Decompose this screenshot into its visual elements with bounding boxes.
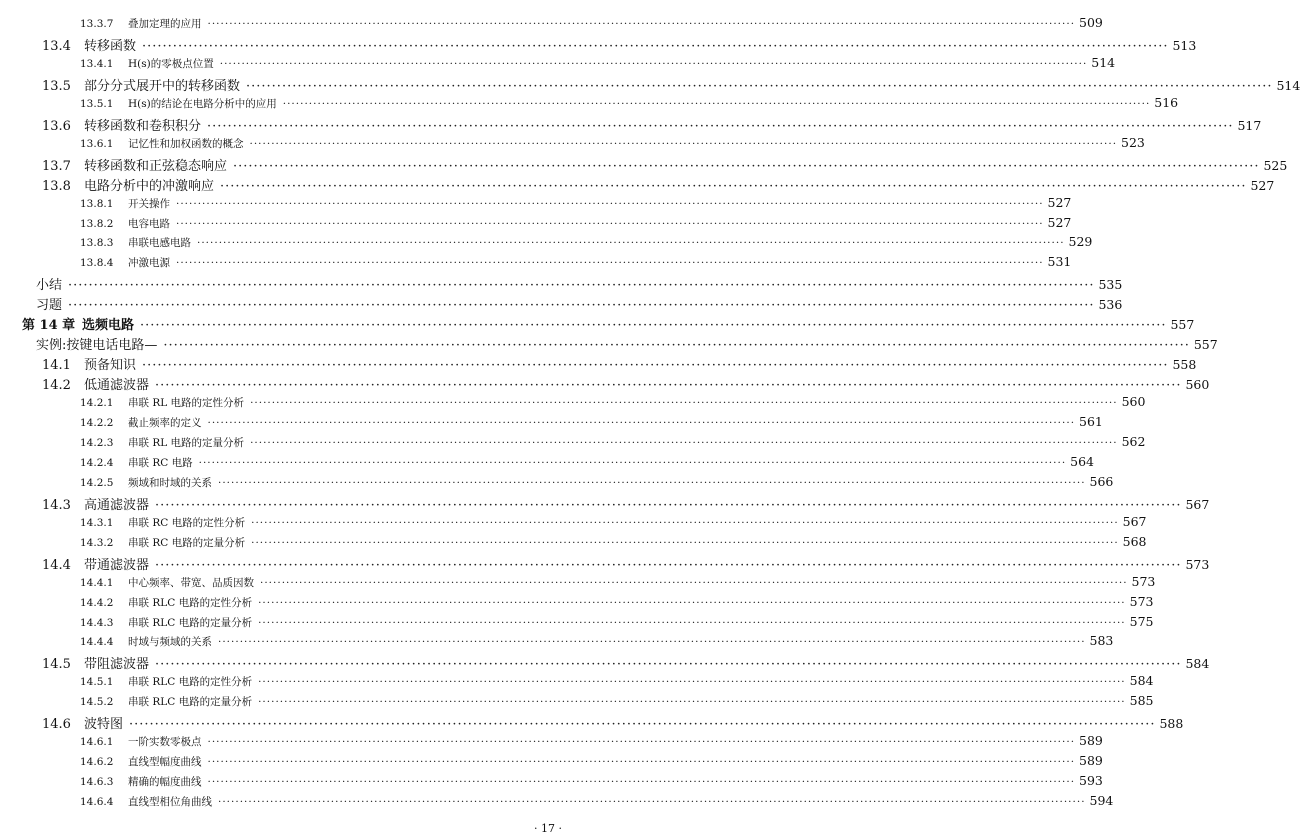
toc-section-number: 13.3.7 [80, 18, 114, 30]
toc-entry [80, 15, 1103, 31]
toc-page-number: 575 [1129, 613, 1154, 629]
toc-page-number: 589 [1079, 733, 1103, 749]
toc-entry [80, 414, 1103, 430]
toc-leader-dots: ········································································································································································································ [142, 358, 1169, 374]
toc-leader-dots: ········································································································································································································ [251, 516, 1119, 529]
toc-page-number: 513 [1172, 37, 1197, 53]
toc-page-number: 583 [1089, 633, 1114, 649]
toc-title: 转移函数和卷积积分 [84, 118, 202, 134]
toc-section-number: 13.4 [42, 38, 71, 54]
toc-page-number: 567 [1122, 513, 1147, 529]
toc-entry [80, 394, 1146, 410]
toc-title: 叠加定理的应用 [128, 18, 202, 30]
toc-entry [36, 334, 1218, 354]
page-number-footer: · 17 · [534, 822, 562, 835]
toc-page-number: 536 [1098, 297, 1123, 313]
toc-leader-dots: ········································································································································································································ [207, 18, 1076, 30]
toc-entry [80, 194, 1072, 211]
toc-title: 串联 RC 电路的定量分析 [128, 536, 246, 549]
toc-section-number: 13.8.3 [80, 237, 114, 250]
toc-leader-dots: ········································································································································································································ [249, 137, 1118, 150]
toc-entry [80, 54, 1116, 71]
toc-entry [80, 134, 1145, 151]
toc-page-number: 566 [1089, 473, 1114, 489]
toc-leader-dots: ········································································································································································································ [176, 217, 1044, 230]
toc-entry [22, 314, 1195, 334]
toc-page-number: 523 [1121, 134, 1145, 150]
toc-page-number: 562 [1121, 433, 1146, 449]
toc-leader-dots: ········································································································································································································ [246, 78, 1273, 94]
toc-leader-dots: ········································································································································································································ [176, 197, 1044, 210]
toc-section-number: 13.5 [42, 78, 71, 94]
toc-page-number: 535 [1098, 277, 1123, 293]
toc-entry [42, 175, 1275, 194]
toc-entry [42, 494, 1210, 513]
toc-entry [42, 554, 1210, 573]
toc-page-number: 588 [1159, 716, 1184, 732]
toc-section-number: 14.6.1 [80, 736, 114, 749]
toc-entry [80, 593, 1154, 610]
toc-section-number: 第 14 章 [22, 318, 76, 334]
toc-section-number: 13.8 [42, 178, 71, 194]
toc-entry [80, 753, 1103, 769]
toc-section-number: 13.4.1 [80, 57, 114, 70]
toc-section-number: 14.2.1 [80, 397, 114, 410]
toc-entry [80, 793, 1114, 809]
toc-leader-dots: ········································································································································································································ [219, 57, 1088, 70]
toc-section-number: 14.6.2 [80, 756, 114, 769]
toc-leader-dots: ········································································································································································································ [233, 158, 1260, 174]
toc-page-number: 525 [1263, 157, 1288, 173]
toc-entry [42, 713, 1184, 733]
toc-page-number: 568 [1122, 533, 1147, 549]
toc-leader-dots: ········································································································································································································ [207, 736, 1076, 749]
toc-entry [36, 274, 1123, 294]
toc-page-number: 594 [1089, 793, 1114, 809]
toc-title: 电容电路 [128, 217, 170, 230]
toc-leader-dots: ········································································································································································································ [155, 497, 1182, 513]
toc-entry [80, 433, 1146, 450]
toc-leader-dots: ········································································································································································································ [260, 576, 1128, 589]
toc-title: 中心频率、带宽、品质因数 [128, 576, 254, 589]
toc-section-number: 14.2.3 [80, 436, 114, 449]
toc-entry [42, 115, 1262, 134]
toc-title: 串联 RL 电路的定性分析 [128, 397, 245, 410]
toc-title: 精确的幅度曲线 [128, 776, 202, 789]
toc-section-number: 13.8.2 [80, 217, 114, 230]
toc-leader-dots: ········································································································································································································ [140, 318, 1167, 334]
toc-leader-dots: ········································································································································································································ [163, 338, 1190, 354]
toc-entry [80, 214, 1072, 231]
toc-leader-dots: ········································································································································································································ [218, 476, 1086, 489]
toc-entry [80, 254, 1072, 270]
toc-title: 转移函数和正弦稳态响应 [84, 158, 228, 174]
toc-title: 高通滤波器 [84, 497, 150, 513]
toc-section-number: 14.2 [42, 378, 71, 394]
toc-section-number: 14.5.2 [80, 696, 114, 709]
toc-title: 串联 RLC 电路的定量分析 [128, 696, 253, 709]
toc-title: 冲激电源 [128, 257, 170, 270]
toc-section-number: 14.2.2 [80, 417, 114, 429]
toc-entry [80, 453, 1095, 470]
toc-section-number: 14.4.4 [80, 636, 114, 649]
toc-leader-dots: ········································································································································································································ [220, 178, 1247, 194]
toc-page-number: 585 [1129, 693, 1154, 709]
toc-leader-dots: ········································································································································································································ [207, 756, 1076, 769]
toc-entry [80, 234, 1093, 250]
toc-section-number: 13.8.4 [80, 257, 114, 270]
toc-section-number: 13.5.1 [80, 97, 114, 110]
toc-title: 串联 RLC 电路的定性分析 [128, 596, 253, 609]
toc-section-number: 14.4.1 [80, 576, 114, 589]
toc-page-number: 593 [1079, 773, 1103, 789]
toc-leader-dots: ········································································································································································································ [250, 397, 1118, 410]
toc-section-number: 14.2.4 [80, 456, 114, 469]
toc-page-number: 557 [1193, 337, 1218, 353]
toc-leader-dots: ········································································································································································································ [198, 456, 1067, 469]
toc-page-number: 573 [1131, 573, 1156, 589]
toc-leader-dots: ········································································································································································································ [250, 436, 1118, 449]
toc-title: 频域和时域的关系 [128, 476, 212, 489]
toc-section-number: 13.6 [42, 118, 71, 134]
toc-leader-dots: ········································································································································································································ [258, 696, 1126, 709]
toc-section-number: 14.6 [42, 717, 71, 733]
toc-page-number: 517 [1237, 117, 1262, 133]
toc-entry [42, 155, 1288, 174]
toc-title: 部分分式展开中的转移函数 [84, 78, 241, 94]
toc-entry [80, 473, 1114, 490]
toc-leader-dots: ········································································································································································································ [68, 278, 1095, 294]
toc-entry [80, 673, 1154, 689]
toc-title: 实例:按键电话电路— [36, 338, 158, 354]
toc-entry [42, 75, 1300, 94]
toc-title: 串联 RL 电路的定量分析 [128, 436, 245, 449]
toc-section-number: 14.3.1 [80, 516, 114, 529]
toc-title: 直线型相位角曲线 [128, 796, 212, 809]
toc-entry [42, 374, 1210, 394]
toc-page-number: 516 [1154, 94, 1179, 110]
toc-entry [80, 693, 1154, 709]
toc-leader-dots: ········································································································································································································ [129, 717, 1156, 733]
toc-title: 直线型幅度曲线 [128, 756, 202, 769]
toc-title: 电路分析中的冲激响应 [84, 178, 215, 194]
toc-leader-dots: ········································································································································································································ [251, 536, 1119, 549]
toc-page-number: 560 [1121, 394, 1146, 410]
toc-leader-dots: ········································································································································································································ [218, 796, 1086, 809]
toc-title: H(s)的结论在电路分析中的应用 [128, 97, 277, 110]
toc-entry [80, 773, 1103, 789]
toc-entry [80, 633, 1114, 649]
toc-title: 习题 [36, 298, 63, 314]
toc-leader-dots: ········································································································································································································ [207, 118, 1234, 134]
toc-title: 串联 RC 电路的定性分析 [128, 516, 246, 529]
toc-section-number: 13.6.1 [80, 137, 114, 150]
toc-section-number: 14.1 [42, 358, 71, 374]
toc-page-number: 557 [1170, 317, 1195, 333]
toc-leader-dots: ········································································································································································································ [155, 557, 1182, 573]
toc-title: 带通滤波器 [84, 557, 150, 573]
toc-section-number: 14.4.3 [80, 616, 114, 629]
toc-page-number: 573 [1129, 593, 1154, 609]
toc-title: 开关操作 [128, 197, 170, 210]
toc-page-number: 584 [1185, 656, 1210, 672]
toc-leader-dots: ········································································································································································································ [218, 636, 1086, 649]
toc-leader-dots: ········································································································································································································ [155, 657, 1182, 673]
toc-section-number: 14.5.1 [80, 676, 114, 689]
toc-entry [80, 513, 1147, 530]
toc-page-number: 514 [1276, 77, 1300, 93]
toc-title: 低通滤波器 [84, 378, 150, 394]
toc-leader-dots: ········································································································································································································ [258, 596, 1126, 609]
toc-section-number: 14.2.5 [80, 476, 114, 489]
toc-entry [80, 613, 1154, 630]
toc-entry [80, 573, 1156, 590]
toc-title: 串联 RC 电路 [128, 456, 193, 469]
toc-entry [80, 533, 1147, 550]
toc-leader-dots: ········································································································································································································ [282, 97, 1151, 110]
toc-title: 一阶实数零极点 [128, 736, 202, 749]
toc-page-number: 529 [1068, 234, 1093, 250]
toc-entry [36, 294, 1123, 314]
toc-page-number: 573 [1185, 556, 1210, 572]
toc-leader-dots: ········································································································································································································ [207, 776, 1076, 789]
toc-leader-dots: ········································································································································································································ [258, 616, 1126, 629]
toc-page-number: 589 [1079, 753, 1103, 769]
toc-title: 串联电感电路 [128, 237, 191, 250]
toc-leader-dots: ········································································································································································································ [258, 676, 1126, 689]
toc-leader-dots: ········································································································································································································ [155, 378, 1182, 394]
toc-page-number: 527 [1250, 177, 1275, 193]
toc-page-number: 509 [1079, 15, 1103, 30]
toc-entry [42, 35, 1197, 54]
toc-leader-dots: ········································································································································································································ [176, 257, 1044, 270]
toc-page-number: 531 [1047, 254, 1072, 270]
toc-section-number: 13.7 [42, 158, 71, 174]
toc-section-number: 14.4 [42, 557, 71, 573]
toc-entry [80, 94, 1179, 111]
toc-section-number: 14.3.2 [80, 536, 114, 549]
toc-page-number: 560 [1185, 377, 1210, 393]
toc-section-number: 14.3 [42, 497, 71, 513]
toc-title: 小结 [36, 278, 63, 294]
toc-title: 时域与频域的关系 [128, 636, 212, 649]
toc-section-number: 14.5 [42, 657, 71, 673]
toc-entry [42, 354, 1197, 374]
toc-title: 串联 RLC 电路的定性分析 [128, 676, 253, 689]
toc-title: H(s)的零极点位置 [128, 57, 214, 70]
toc-leader-dots: ········································································································································································································ [207, 417, 1076, 429]
toc-section-number: 13.8.1 [80, 197, 114, 210]
toc-section-number: 14.6.4 [80, 796, 114, 809]
toc-page-number: 514 [1091, 54, 1116, 70]
toc-leader-dots: ········································································································································································································ [142, 38, 1169, 54]
toc-page-number: 561 [1079, 414, 1103, 429]
toc-page-number: 527 [1047, 214, 1072, 230]
toc-section-number: 14.4.2 [80, 596, 114, 609]
toc-leader-dots: ········································································································································································································ [197, 237, 1065, 250]
toc-section-number: 14.6.3 [80, 776, 114, 789]
toc-title: 带阻滤波器 [84, 657, 150, 673]
toc-page-number: 564 [1070, 453, 1095, 469]
toc-title: 波特图 [84, 717, 124, 733]
toc-title: 记忆性和加权函数的概念 [128, 137, 244, 150]
toc-page-number: 567 [1185, 496, 1210, 512]
toc-page-number: 527 [1047, 194, 1072, 210]
toc-title: 串联 RLC 电路的定量分析 [128, 616, 253, 629]
toc-entry [80, 733, 1103, 749]
toc-leader-dots: ········································································································································································································ [68, 298, 1095, 314]
toc-title: 预备知识 [84, 358, 137, 374]
toc-title: 截止频率的定义 [128, 417, 202, 429]
toc-title: 转移函数 [84, 38, 137, 54]
toc-page-number: 584 [1129, 673, 1154, 689]
toc-entry [42, 653, 1210, 673]
toc-page-number: 558 [1172, 357, 1197, 373]
toc-title: 选频电路 [82, 318, 135, 334]
